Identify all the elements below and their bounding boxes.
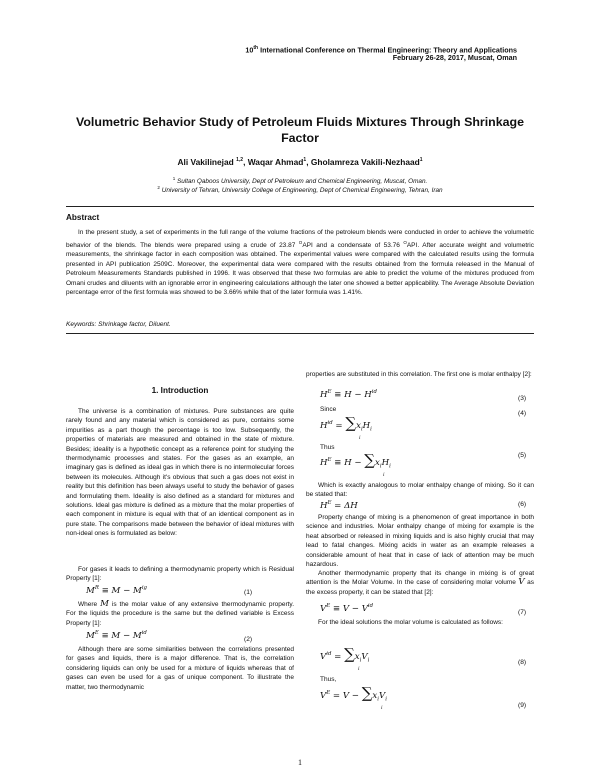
since-label: Since bbox=[320, 406, 337, 413]
symbol-v: V bbox=[518, 577, 525, 588]
intro-paragraph-6: Which is exactly analogous to molar enthalpy change of mixing. So it can be stated that: bbox=[306, 482, 534, 499]
intro-paragraph-3: Where M is the molar value of any extensive thermodynamic property. For the liquids the procedure is the same but the defined variable is Excess Property [1]: bbox=[66, 599, 294, 627]
equation-number: (4) bbox=[518, 410, 527, 417]
equation-8: $V^{id} = \sum x_iV_i$ bbox=[320, 645, 370, 664]
intro-paragraph-4: Although there are some similarities between the correlations presented for gases and liquids, there is a major difference. That is, the correlation considering liquids can only be used for a mixture of liquids whereas that of gases can even be used for a gas of unique component. To illustrate the matter, two thermodynamic bbox=[66, 646, 294, 691]
intro-paragraph-8: Another thermodynamic property that its change in mixing is of great attention is the Molar Volume. In the case of considering molar volume V as the excess property, it can be stated that [2]: bbox=[306, 570, 535, 596]
conference-name: 10th International Conference on Thermal Engineering: Theory and Applications bbox=[245, 45, 517, 55]
author-list: Ali Vakilinejad $^{1,2}$, Waqar Ahmad$^1$, Gholamreza Vakili-Nezhaad$^1$ bbox=[177, 157, 423, 167]
divider-bottom bbox=[66, 333, 534, 334]
thus-label: Thus bbox=[320, 444, 335, 451]
conference-dates: February 26-28, 2017, Muscat, Oman bbox=[392, 53, 517, 62]
equation-6: $H^E = \Delta H$ bbox=[320, 500, 358, 511]
equation-3: $H^E \equiv H - H^{id}$ bbox=[320, 389, 377, 400]
sum-index: i bbox=[358, 666, 360, 672]
intro-paragraph-7: Property change of mixing is a phenomenon of great importance in both science and industries. Molar enthalpy change of mixing for example is the heat absorbed or released in mixing liquids and is also highly crucial that may lead to fatal changes. Mixing acids in water as an example releases a considerable amount of heat that in case of lack of attention may be much hazardous. bbox=[306, 514, 534, 569]
author-name: Gholamreza Vakili-Nezhaad bbox=[310, 157, 420, 167]
sum-index: i bbox=[359, 435, 361, 441]
equation-2: $M^E \equiv M - M^{id}$ bbox=[86, 630, 147, 641]
equation-4: $H^{id} = \sum x_iH_i$ bbox=[320, 414, 372, 433]
affiliation-1: $^1$ Sultan Qaboos University, Dept of Petroleum and Chemical Engineering, Muscat, Oman. bbox=[172, 176, 428, 186]
intro-paragraph-2: For gases it leads to defining a thermodynamic property which is Residual Property [1]: bbox=[66, 566, 294, 583]
affiliation-2: $^2$ University of Tehran, University College of Engineering, Dept of Chemical Engineering, Tehran, Iran bbox=[157, 185, 443, 195]
abstract-heading: Abstract bbox=[66, 213, 100, 222]
author-name: Ali Vakilinejad bbox=[177, 157, 237, 167]
section-heading: 1. Introduction bbox=[151, 386, 209, 395]
equation-number: (7) bbox=[518, 609, 527, 616]
thus-label: Thus, bbox=[320, 676, 337, 683]
equation-1: $M^R \equiv M - M^{ig}$ bbox=[86, 585, 147, 596]
abstract-text: In the present study, a set of experiments in the full range of the volume fractions of the petroleum blends were conducted in order to achieve the volumetric behavior of the blends. The blends were prepared using a crude of 23.87 $^O$API and a condensate of 53.76 $^O$API. After accurate weight and volumetric measurements, the shrinkage factor in each composition was obtained. The experimental values were compared with the calculated results using the formula presented in API publication 2509C. Moreover, the experimental data were compared with the results obtained from the formula released in the Manual of Petroleum Measurements Standards published in 1996. It was observed that these two formulas are able to predict the volume of the mixtures produced from Omani crudes and diluents with an ignorable error in engineering calculations although the later one showed a better applicability. The Average Absolute Deviation percentage error of the first formula was showed to be 3.66% while that of the later formula was 1.41%. bbox=[66, 229, 534, 297]
equation-number: (1) bbox=[244, 589, 253, 596]
sum-index: i bbox=[383, 472, 385, 478]
intro-paragraph-9: For the ideal solutions the molar volume is calculated as follows: bbox=[318, 619, 503, 626]
equation-number: (5) bbox=[518, 452, 527, 459]
page-number: 1 bbox=[298, 758, 302, 767]
divider-top bbox=[66, 206, 534, 207]
equation-number: (3) bbox=[518, 395, 527, 402]
equation-5: $H^E \equiv H - \sum x_iH_i$ bbox=[320, 451, 391, 470]
equation-number: (6) bbox=[518, 501, 527, 508]
sum-index: i bbox=[381, 705, 383, 711]
equation-number: (8) bbox=[518, 659, 527, 666]
author-name: Waqar Ahmad bbox=[247, 157, 304, 167]
equation-9: $V^E = V - \sum x_iV_i$ bbox=[320, 684, 387, 703]
equation-7: $V^E \equiv V - V^{id}$ bbox=[320, 603, 374, 614]
equation-number: (9) bbox=[518, 702, 527, 709]
paper-title: Volumetric Behavior Study of Petroleum Fluids Mixtures Through Shrinkage Factor bbox=[76, 115, 524, 145]
intro-paragraph-5: properties are substituted in this correlation. The first one is molar enthalpy [2]: bbox=[306, 371, 532, 378]
keywords: Keywords: Shrinkage factor, Diluent. bbox=[66, 321, 171, 328]
equation-number: (2) bbox=[244, 636, 253, 643]
symbol-m: M bbox=[100, 599, 109, 609]
intro-paragraph-1: The universe is a combination of mixtures. Pure substances are quite rarely found and any material which is considered as pure, contains some impurities as a part though the percentage is too low. Subsequently, the properties of materials are measured and obtained in the state of mixture. Besides; ideality is a hypothetic concept as a reference point for studying the thermodynamic processes and states. For the gases as an example, an imaginary gas is defined as ideal gas in which there is no intermolecular forces between its molecules. Although it's obvious that such a gas does not exist in reality but this definition has been always useful to study the behavior of gases and formulating them. Ideality is also defined as a standard for mixtures and solutions. Ideal gas mixture is defined as a mixture that the molar properties of each component in mixture is equal with that of an identical component as in pure state. The comparisons made between the behavior of ideal mixtures with non-ideal ones is formulated as below: bbox=[66, 408, 294, 538]
